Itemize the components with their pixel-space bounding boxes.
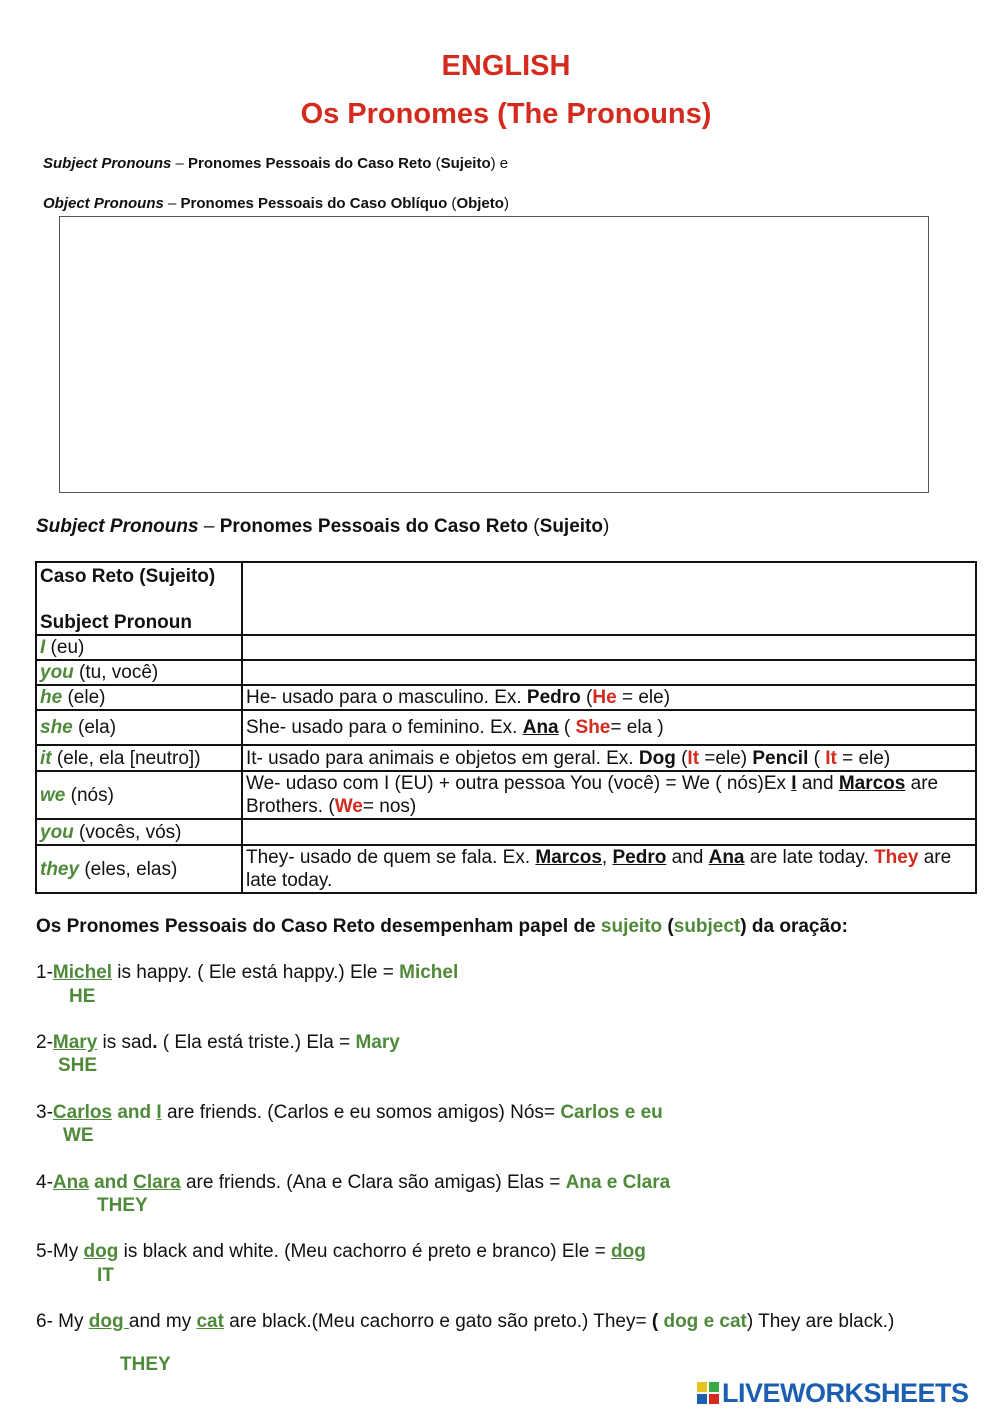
intro-subject-term: Sujeito xyxy=(440,155,491,172)
desc-text: It- usado para animais e objetos em geral. Ex. xyxy=(246,747,639,769)
desc-text: are late today. xyxy=(744,847,875,868)
intro-object-line xyxy=(43,195,509,212)
description-cell xyxy=(242,745,976,771)
desc-example-name: Marcos xyxy=(535,847,602,868)
desc-text: ( xyxy=(558,717,576,738)
liveworksheets-logo xyxy=(697,1378,969,1408)
desc-example-name-2: Marcos xyxy=(838,773,906,794)
example-number: 5-My xyxy=(36,1241,84,1262)
table-header-line2: Subject Pronoun xyxy=(40,612,192,633)
example-text: ( Ela está triste.) Ela = xyxy=(157,1032,356,1053)
section-heading-em: Subject Pronouns xyxy=(36,516,199,537)
intro-subject-em: Subject Pronouns xyxy=(43,155,172,172)
example-subject: Carlos xyxy=(52,1102,113,1123)
desc-text: are Brothers. ( xyxy=(246,773,939,817)
example-referent: dog xyxy=(611,1241,646,1262)
pronoun-cell xyxy=(36,685,242,710)
example-referent: dog e cat xyxy=(663,1311,747,1332)
pronoun-cell xyxy=(36,771,242,819)
desc-example-name-2: Pedro xyxy=(612,847,667,868)
example-referent: Michel xyxy=(399,962,459,983)
pronoun-cell xyxy=(36,660,242,685)
example-text: is sad xyxy=(97,1032,153,1053)
desc-pronoun-ref: It xyxy=(687,747,700,769)
intro-dash: – xyxy=(171,155,189,172)
desc-text: ( xyxy=(580,687,593,708)
desc-text: and xyxy=(796,773,839,794)
pronoun-term: it xyxy=(40,747,52,769)
intro-object-em: Object Pronouns xyxy=(43,195,164,212)
example-answer-1: HE xyxy=(69,986,96,1007)
example-answer-6: THEY xyxy=(120,1354,171,1375)
pronoun-cell xyxy=(36,710,242,745)
table-row xyxy=(36,635,976,660)
description-cell xyxy=(242,819,976,845)
example-and: and xyxy=(88,1172,134,1193)
section-paren-close: ) xyxy=(602,516,610,537)
example-sentence-2 xyxy=(36,1032,400,1054)
pronoun-translation: (eu) xyxy=(45,637,85,658)
example-sentence-3 xyxy=(36,1102,663,1124)
desc-example-name-2: Pencil xyxy=(752,747,809,769)
example-and: and xyxy=(112,1102,157,1123)
pronoun-term: I xyxy=(40,637,46,658)
table-row xyxy=(36,685,976,710)
intro-paren: ( xyxy=(431,155,441,172)
example-referent: Ana e Clara xyxy=(565,1172,671,1193)
desc-pronoun-ref: She xyxy=(575,717,611,738)
example-subject: Ana xyxy=(52,1172,89,1193)
pronoun-term: we xyxy=(40,784,66,806)
desc-example-name: Ana xyxy=(522,717,559,738)
description-cell xyxy=(242,685,976,710)
desc-pronoun-ref: We xyxy=(334,796,363,817)
section-heading xyxy=(36,516,609,538)
desc-pronoun-ref: They xyxy=(874,847,919,868)
pronoun-translation: (ele, ela [neutro]) xyxy=(51,747,201,769)
desc-text: ( xyxy=(808,747,826,769)
intro-paren: ( xyxy=(447,195,457,212)
example-number: 6- My xyxy=(36,1311,89,1332)
example-answer-4: THEY xyxy=(97,1195,148,1216)
image-placeholder-box xyxy=(59,216,929,493)
desc-text: They- usado de quem se fala. Ex. xyxy=(246,847,536,868)
example-subject: Michel xyxy=(52,962,113,983)
example-paren: ( xyxy=(651,1311,664,1332)
pronoun-term: they xyxy=(40,858,80,880)
example-text: ) They are black.) xyxy=(746,1311,895,1332)
desc-text: We- udaso com I (EU) + outra pessoa You (você) = We ( nós)Ex xyxy=(246,773,792,794)
liveworksheets-logo-icon xyxy=(697,1382,719,1404)
desc-text: are late today. xyxy=(246,847,952,891)
intro-dash: – xyxy=(163,195,181,212)
example-text: are black.(Meu cachorro e gato são preto.) They= xyxy=(223,1311,652,1332)
pronoun-cell xyxy=(36,745,242,771)
pronoun-translation: (ela) xyxy=(72,717,117,738)
pronoun-term: she xyxy=(40,717,73,738)
description-cell xyxy=(242,635,976,660)
table-header-desc-cell xyxy=(242,562,976,635)
example-sentence-1 xyxy=(36,962,458,984)
desc-example-name: I xyxy=(791,773,797,794)
statement-term-sujeito: sujeito xyxy=(600,916,663,937)
description-cell xyxy=(242,710,976,745)
desc-text: ( xyxy=(675,747,688,769)
desc-example-name: Dog xyxy=(638,747,676,769)
example-subject-2: I xyxy=(156,1102,162,1123)
example-sentence-5 xyxy=(36,1241,646,1263)
statement-term-subject: subject xyxy=(673,916,741,937)
intro-subject-bold: Pronomes Pessoais do Caso Reto xyxy=(188,155,432,172)
example-subject: dog xyxy=(88,1311,129,1332)
section-heading-term: Sujeito xyxy=(539,516,603,537)
statement-text: ) da oração: xyxy=(740,916,848,937)
example-number: 1- xyxy=(36,962,53,983)
section-paren: ( xyxy=(528,516,540,537)
table-row xyxy=(36,845,976,893)
pronoun-translation: (ele) xyxy=(62,687,106,708)
example-sentence-6 xyxy=(36,1311,894,1333)
example-number: 3- xyxy=(36,1102,53,1123)
pronoun-translation: (vocês, vós) xyxy=(73,821,182,843)
example-number: 2- xyxy=(36,1032,53,1053)
intro-subject-line xyxy=(43,155,508,172)
desc-text: = ela ) xyxy=(610,717,664,738)
table-row xyxy=(36,710,976,745)
pronoun-cell xyxy=(36,819,242,845)
example-referent: Carlos e eu xyxy=(560,1102,663,1123)
intro-object-bold: Pronomes Pessoais do Caso Oblíquo xyxy=(180,195,448,212)
desc-pronoun-ref-2: It xyxy=(825,747,837,769)
table-header-line1: Caso Reto (Sujeito) xyxy=(40,566,216,587)
table-header-cell xyxy=(36,562,242,635)
pronoun-term: you xyxy=(40,821,74,843)
desc-text: = ele) xyxy=(616,687,671,708)
example-answer-5: IT xyxy=(97,1265,114,1286)
example-subject-2: cat xyxy=(196,1311,224,1332)
example-sentence-4 xyxy=(36,1172,670,1194)
intro-object-term: Objeto xyxy=(456,195,504,212)
pronoun-term: you xyxy=(40,662,74,683)
intro-paren-close: ) xyxy=(503,195,509,212)
section-dash: – xyxy=(198,516,220,537)
example-text: are friends. (Ana e Clara são amigas) Elas = xyxy=(180,1172,566,1193)
example-text: are friends. (Carlos e eu somos amigos) Nós= xyxy=(161,1102,561,1123)
desc-text: and xyxy=(666,847,709,868)
example-subject: Mary xyxy=(52,1032,98,1053)
pronoun-translation: (tu, você) xyxy=(73,662,159,683)
intro-paren-close: ) e xyxy=(490,155,509,172)
statement-text: ( xyxy=(662,916,674,937)
description-cell xyxy=(242,771,976,819)
example-answer-2: SHE xyxy=(58,1055,98,1076)
desc-text: = ele) xyxy=(836,747,891,769)
desc-text: He- usado para o masculino. Ex. xyxy=(246,687,527,708)
pronoun-translation: (nós) xyxy=(65,784,114,806)
section-heading-bold: Pronomes Pessoais do Caso Reto xyxy=(219,516,529,537)
pronoun-table xyxy=(35,561,977,894)
desc-text: = nos) xyxy=(362,796,417,817)
description-cell xyxy=(242,845,976,893)
example-answer-3: WE xyxy=(63,1125,94,1146)
example-subject: dog xyxy=(83,1241,119,1262)
desc-pronoun-ref: He xyxy=(592,687,617,708)
desc-text: She- usado para o feminino. Ex. xyxy=(246,717,523,738)
desc-text: =ele) xyxy=(699,747,753,769)
table-header-row xyxy=(36,562,976,635)
pronoun-translation: (eles, elas) xyxy=(79,858,178,880)
desc-example-name-3: Ana xyxy=(708,847,745,868)
table-row xyxy=(36,771,976,819)
subject-role-statement xyxy=(36,916,848,938)
page-title: ENGLISH xyxy=(441,50,571,82)
table-row xyxy=(36,660,976,685)
table-row xyxy=(36,819,976,845)
pronoun-cell xyxy=(36,845,242,893)
example-number: 4- xyxy=(36,1172,53,1193)
desc-text: , xyxy=(601,847,613,868)
statement-text: Os Pronomes Pessoais do Caso Reto desempenham papel de xyxy=(36,916,601,937)
pronoun-term: he xyxy=(40,687,63,708)
example-text: is black and white. (Meu cachorro é preto e branco) Ele = xyxy=(118,1241,611,1262)
example-text: is happy. ( Ele está happy.) Ele = xyxy=(112,962,400,983)
table-row xyxy=(36,745,976,771)
table-header-spacer xyxy=(40,588,238,611)
page-subtitle: Os Pronomes (The Pronouns) xyxy=(300,98,712,130)
pronoun-cell xyxy=(36,635,242,660)
liveworksheets-wordmark: LIVEWORKSHEETS xyxy=(722,1377,969,1408)
description-cell xyxy=(242,660,976,685)
example-subject-2: Clara xyxy=(133,1172,181,1193)
example-text: and my xyxy=(128,1311,197,1332)
example-dot: . xyxy=(152,1032,158,1053)
desc-example-name: Pedro xyxy=(526,687,581,708)
example-referent: Mary xyxy=(355,1032,400,1053)
